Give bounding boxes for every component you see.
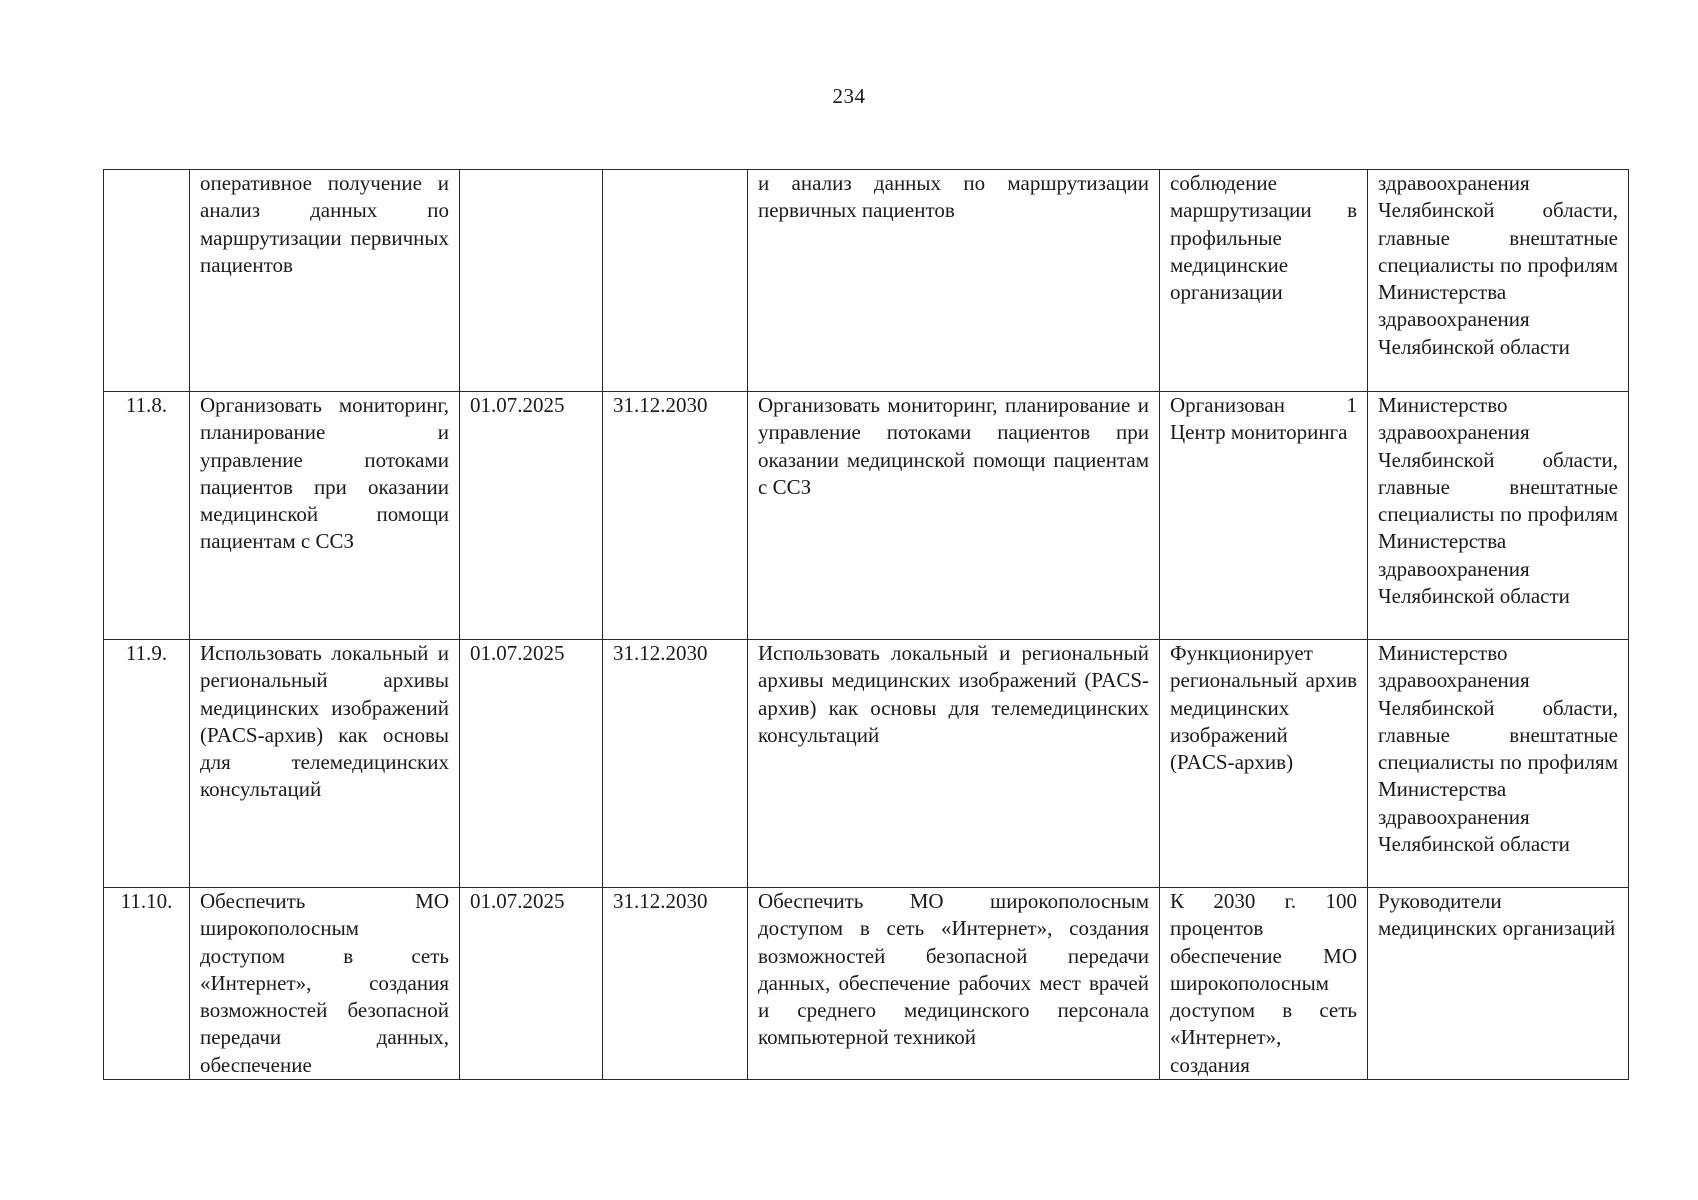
responsible-cell: Руководители медицинских организаций xyxy=(1368,888,1629,1080)
end-date-cell: 31.12.2030 xyxy=(603,640,748,888)
table-row xyxy=(104,640,1629,888)
table-row xyxy=(104,170,1629,392)
responsible-cell: здравоохранения Челябинской области, главные внештатные специалисты по профилям Министерства здравоохранения Челябинской области xyxy=(1368,170,1629,392)
action-cell: Использовать локальный и региональный архивы медицинских изображений (PACS-архив) как основы для телемедицинских консультаций xyxy=(190,640,460,888)
row-number xyxy=(104,170,190,392)
action-cell: Организовать мониторинг, планирование и управление потоками пациентов при оказании медицинской помощи пациентам с ССЗ xyxy=(190,392,460,640)
result-cell: К 2030 г. 100 процентов обеспечение МО широкополосным доступом в сеть «Интернет», создания xyxy=(1160,888,1368,1080)
description-cell: Обеспечить МО широкополосным доступом в сеть «Интернет», создания возможностей безопасной передачи данных, обеспечение рабочих мест врачей и среднего медицинского персонала компьютерной техникой xyxy=(748,888,1160,1080)
row-number: 11.8. xyxy=(104,392,190,640)
action-cell: Обеспечить МО широкополосным доступом в сеть «Интернет», создания возможностей безопасной передачи данных, обеспечение xyxy=(190,888,460,1080)
measures-table xyxy=(103,169,1629,1080)
start-date-cell: 01.07.2025 xyxy=(460,888,603,1080)
responsible-cell: Министерство здравоохранения Челябинской области, главные внештатные специалисты по профилям Министерства здравоохранения Челябинской области xyxy=(1368,392,1629,640)
end-date-cell: 31.12.2030 xyxy=(603,888,748,1080)
responsible-cell: Министерство здравоохранения Челябинской области, главные внештатные специалисты по профилям Министерства здравоохранения Челябинской области xyxy=(1368,640,1629,888)
action-cell: оперативное получение и анализ данных по маршрутизации первичных пациентов xyxy=(190,170,460,392)
description-cell: и анализ данных по маршрутизации первичных пациентов xyxy=(748,170,1160,392)
end-date-cell: 31.12.2030 xyxy=(603,392,748,640)
start-date-cell xyxy=(460,170,603,392)
page-number: 234 xyxy=(832,84,866,108)
result-cell: соблюдение маршрутизации в профильные медицинские организации xyxy=(1160,170,1368,392)
end-date-cell xyxy=(603,170,748,392)
description-cell: Организовать мониторинг, планирование и управление потоками пациентов при оказании медицинской помощи пациентам с ССЗ xyxy=(748,392,1160,640)
start-date-cell: 01.07.2025 xyxy=(460,392,603,640)
table-row xyxy=(104,888,1629,1080)
result-cell: Организован 1 Центр мониторинга xyxy=(1160,392,1368,640)
table-row xyxy=(104,392,1629,640)
row-number: 11.9. xyxy=(104,640,190,888)
start-date-cell: 01.07.2025 xyxy=(460,640,603,888)
description-cell: Использовать локальный и региональный архивы медицинских изображений (PACS-архив) как основы для телемедицинских консультаций xyxy=(748,640,1160,888)
result-cell: Функционирует региональный архив медицинских изображений (PACS-архив) xyxy=(1160,640,1368,888)
row-number: 11.10. xyxy=(104,888,190,1080)
